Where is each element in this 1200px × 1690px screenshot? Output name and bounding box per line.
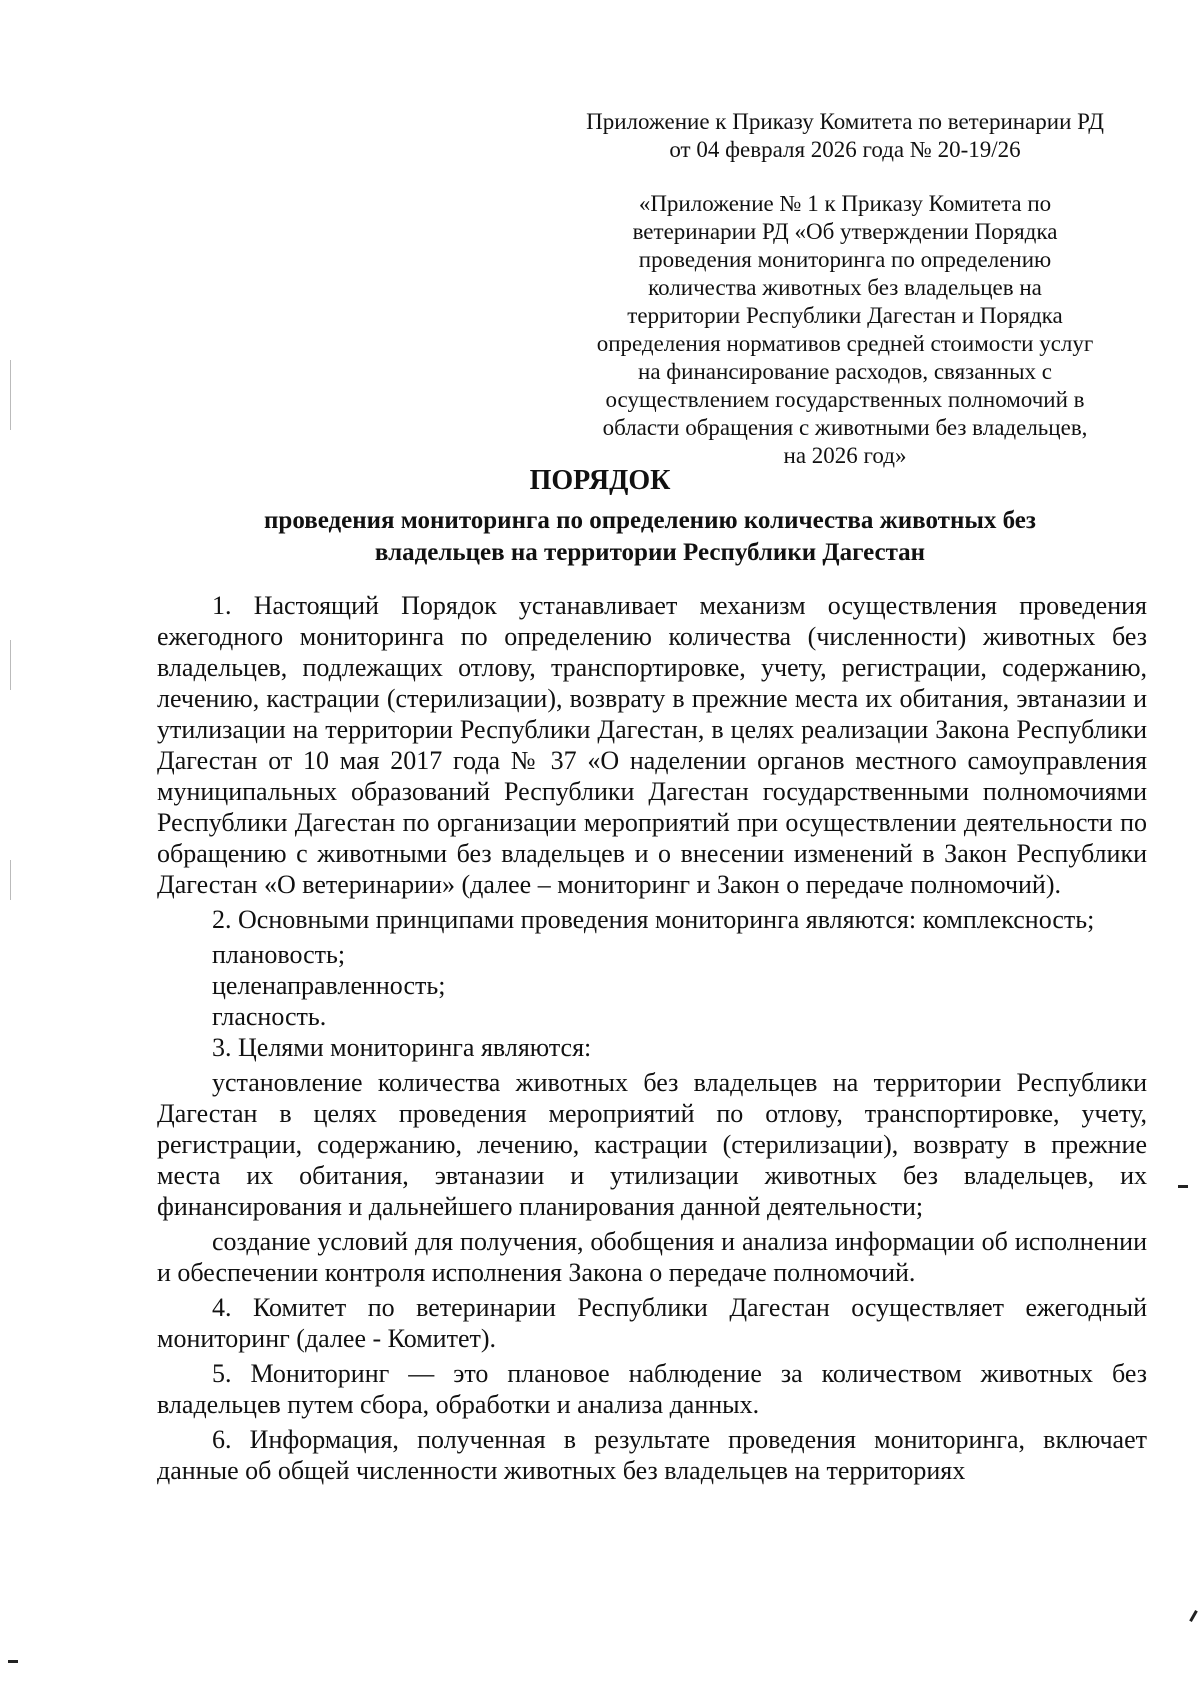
appendix-line: «Приложение № 1 к Приказу Комитета по bbox=[638, 191, 1052, 216]
scan-mark bbox=[8, 1660, 18, 1663]
paragraph-2: 2. Основными принципами проведения мониторинга являются: комплексность; bbox=[212, 905, 1095, 934]
paragraph-3-goal-b: создание условий для получения, обобщения и анализа информации об исполнении и обеспечении контроля исполнения Закона о передаче полномочий. bbox=[157, 1227, 1147, 1287]
appendix-line: определения нормативов средней стоимости услуг bbox=[596, 331, 1094, 356]
subtitle-line-2: владельцев на территории Республики Дагестан bbox=[374, 539, 926, 566]
principle-item: гласность. bbox=[212, 1002, 327, 1031]
scan-mark bbox=[1189, 1610, 1198, 1622]
paragraph-1: 1. Настоящий Порядок устанавливает механизм осуществления проведения ежегодного мониторинга по определению количества (численности) животных без владельцев, подлежащих отлову, транспортировке, учету, регистрации, содержанию, лечению, кастрации (стерилизации), возврату в прежние места их обитания, эвтаназии и утилизации на территории Республики Дагестан, в целях реализации Закона Республики Дагестан от 10 мая 2017 года № 37 «О наделении органов местного самоуправления муниципальных образований Республики Дагестан государственными полномочиями Республики Дагестан по организации мероприятий при осуществлении деятельности по обращению с животными без владельцев и о внесении изменений в Закон Республики Дагестан «О ветеринарии» (далее – мониторинг и Закон о передаче полномочий). bbox=[157, 591, 1147, 899]
scan-mark bbox=[10, 640, 11, 690]
order-reference-line-1: Приложение к Приказу Комитета по ветеринарии РД bbox=[586, 109, 1104, 134]
order-reference bbox=[545, 108, 1145, 164]
scan-mark bbox=[10, 360, 11, 430]
appendix-line: на 2026 год» bbox=[783, 443, 907, 468]
subtitle-line-1: проведения мониторинга по определению количества животных без bbox=[264, 507, 1036, 534]
appendix-line: на финансирование расходов, связанных с bbox=[638, 359, 1052, 384]
scan-mark bbox=[1178, 1185, 1188, 1188]
paragraph-5: 5. Мониторинг — это плановое наблюдение за количеством животных без владельцев путем сбора, обработки и анализа данных. bbox=[157, 1359, 1147, 1419]
principle-item: плановость; bbox=[212, 940, 346, 969]
appendix-reference bbox=[585, 190, 1105, 470]
paragraph-3: 3. Целями мониторинга являются: bbox=[212, 1033, 592, 1062]
appendix-line: осуществлением государственных полномочий в bbox=[605, 387, 1085, 412]
appendix-line: проведения мониторинга по определению bbox=[638, 247, 1052, 272]
appendix-line: количества животных без владельцев на bbox=[648, 275, 1042, 300]
scan-mark bbox=[10, 860, 11, 900]
appendix-line: территории Республики Дагестан и Порядка bbox=[627, 303, 1063, 328]
document-body bbox=[157, 590, 1147, 1490]
order-reference-line-2: от 04 февраля 2026 года № 20-19/26 bbox=[669, 137, 1021, 162]
appendix-line: области обращения с животными без владельцев, bbox=[602, 415, 1088, 440]
document-subtitle bbox=[200, 505, 1100, 569]
appendix-line: ветеринарии РД «Об утверждении Порядка bbox=[632, 219, 1058, 244]
principle-item: целенаправленность; bbox=[212, 971, 446, 1000]
paragraph-3-goal-a: установление количества животных без владельцев на территории Республики Дагестан в целях проведения мероприятий по отлову, транспортировке, учету, регистрации, содержанию, лечению, кастрации (стерилизации), возврату в прежние места их обитания, эвтаназии и утилизации животных без владельцев, их финансирования и дальнейшего планирования данной деятельности; bbox=[157, 1068, 1147, 1221]
document-title: ПОРЯДОК bbox=[529, 465, 671, 496]
paragraph-4: 4. Комитет по ветеринарии Республики Дагестан осуществляет ежегодный мониторинг (далее - Комитет). bbox=[157, 1293, 1147, 1353]
paragraph-6: 6. Информация, полученная в результате проведения мониторинга, включает данные об общей численности животных без владельцев на территориях bbox=[157, 1425, 1147, 1485]
